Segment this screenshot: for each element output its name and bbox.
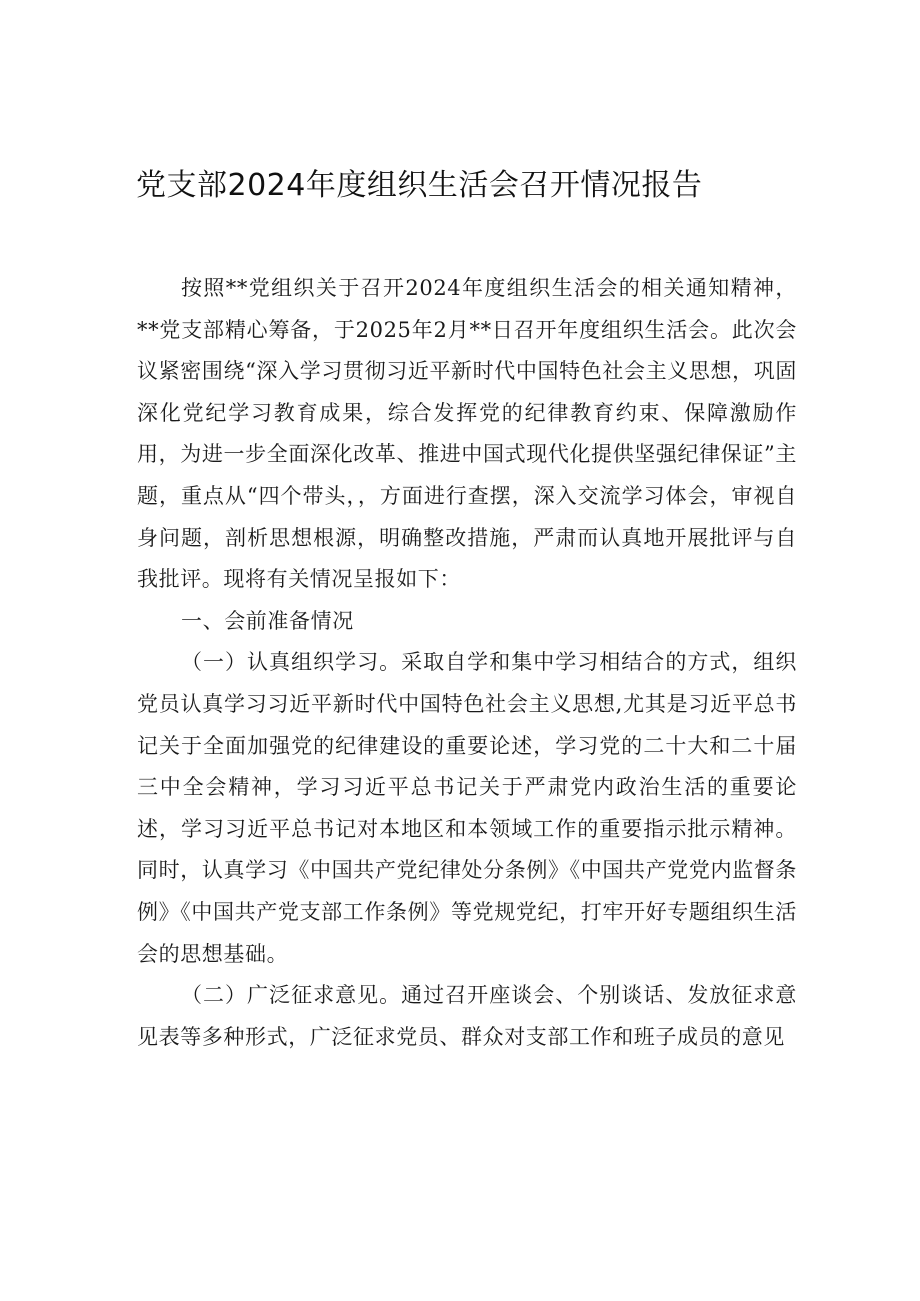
paragraph-organize-study: （一）认真组织学习。采取自学和集中学习相结合的方式，组织党员认真学习习近平新时代中国特色社会主义思想,尤其是习近平总书记关于全面加强党的纪律建设的重要论述，学习党的二十大和二十届三中全会精神，学习习近平总书记关于严肃党内政治生活的重要论述，学习习近平总书记对本地区和本领域工作的重要指示批示精神。同时，认真学习《中国共产党纪律处分条例》《中国共产党党内监督条例》《中国共产党支部工作条例》等党规党纪，打牢开好专题组织生活会的思想基础。 (137, 650, 797, 966)
intro-paragraph: 按照**党组织关于召开2024年度组织生活会的相关通知精神，**党支部精心筹备，于2025年2月**日召开年度组织生活会。此次会议紧密围绕“深入学习贯彻习近平新时代中国特色社会主义思想，巩固深化党纪学习教育成果，综合发挥党的纪律教育约束、保障激励作用，为进一步全面深化改革、推进中国式现代化提供坚强纪律保证”主题，重点从“四个带头，，方面进行查摆，深入交流学习体会，审视自身问题，剖析思想根源，明确整改措施，严肃而认真地开展批评与自我批评。现将有关情况呈报如下： (137, 276, 797, 592)
section-heading-preparation: 一、会前准备情况 (181, 608, 354, 633)
document-body (137, 268, 797, 1058)
document-title: 党支部2024年度组织生活会召开情况报告 (136, 168, 703, 203)
paragraph-solicit-opinions: （二）广泛征求意见。通过召开座谈会、个别谈话、发放征求意见表等多种形式，广泛征求党员、群众对支部工作和班子成员的意见 (137, 983, 797, 1049)
